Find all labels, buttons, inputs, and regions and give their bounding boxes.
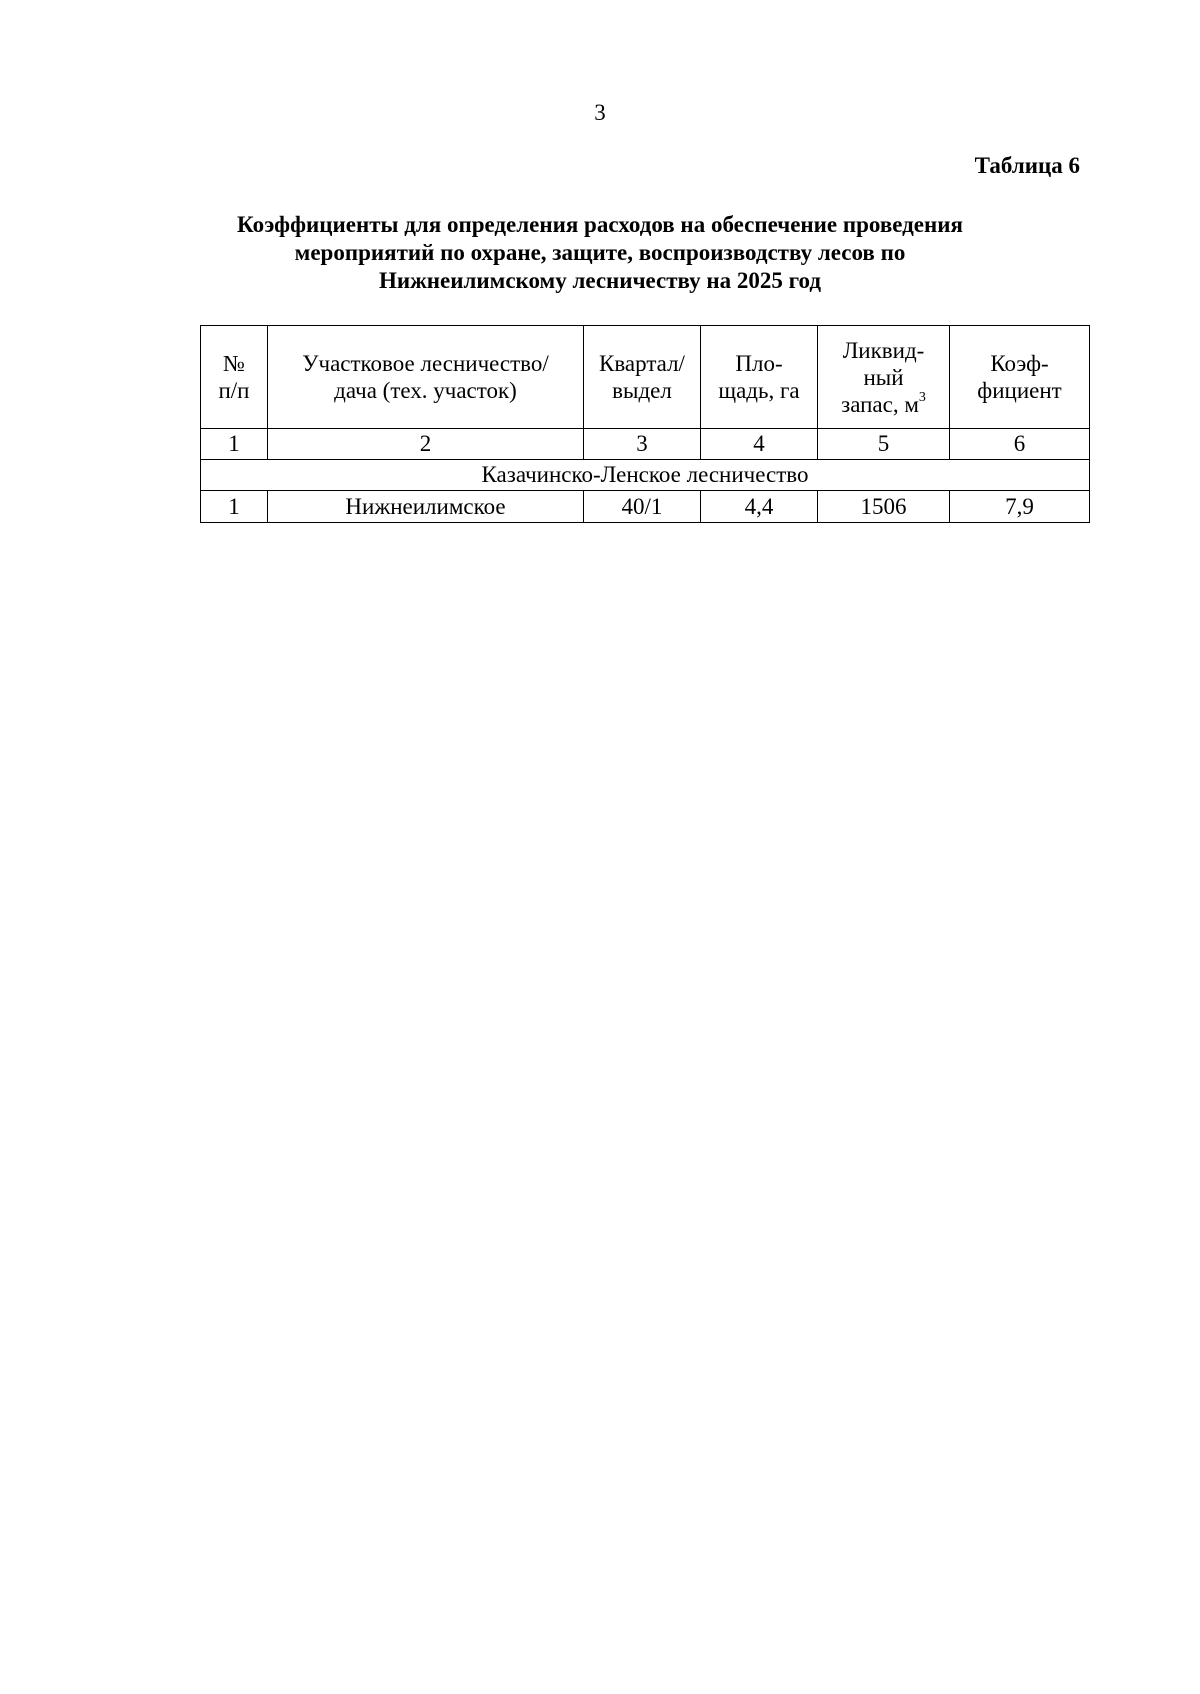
header-number: № п/п bbox=[201, 326, 268, 429]
column-number: 1 bbox=[201, 429, 268, 460]
title-line-2: мероприятий по охране, защите, воспроизводству лесов по bbox=[294, 240, 906, 265]
title-line-3: Нижнеилимскому лесничеству на 2025 год bbox=[378, 268, 822, 293]
column-number: 2 bbox=[268, 429, 584, 460]
group-row bbox=[201, 460, 1090, 491]
header-area: Пло- щадь, га bbox=[701, 326, 818, 429]
header-forestry: Участковое лесничество/ дача (тех. участок) bbox=[268, 326, 584, 429]
document-title bbox=[0, 211, 1200, 295]
header-coefficient: Коэф- фициент bbox=[950, 326, 1090, 429]
table-row bbox=[201, 491, 1090, 523]
cell-forestry: Нижнеилимское bbox=[268, 491, 584, 523]
cell-area: 4,4 bbox=[701, 491, 818, 523]
title-line-1: Коэффициенты для определения расходов на обеспечение проведения bbox=[237, 212, 963, 237]
page-number: 3 bbox=[594, 100, 606, 125]
column-number: 4 bbox=[701, 429, 818, 460]
column-number: 3 bbox=[584, 429, 701, 460]
cell-number: 1 bbox=[201, 491, 268, 523]
group-label: Казачинско-Ленское лесничество bbox=[201, 460, 1090, 491]
header-stock: Ликвид- ный запас, $м^3$ bbox=[818, 326, 950, 429]
coefficients-table bbox=[200, 325, 1090, 523]
cell-block: 40/1 bbox=[584, 491, 701, 523]
table-label: Таблица 6 bbox=[974, 153, 1080, 178]
header-block: Квартал/ выдел bbox=[584, 326, 701, 429]
column-number: 6 bbox=[950, 429, 1090, 460]
table-header-row bbox=[201, 326, 1090, 429]
column-number: 5 bbox=[818, 429, 950, 460]
column-number-row bbox=[201, 429, 1090, 460]
cell-coefficient: 7,9 bbox=[950, 491, 1090, 523]
cell-stock: 1506 bbox=[818, 491, 950, 523]
